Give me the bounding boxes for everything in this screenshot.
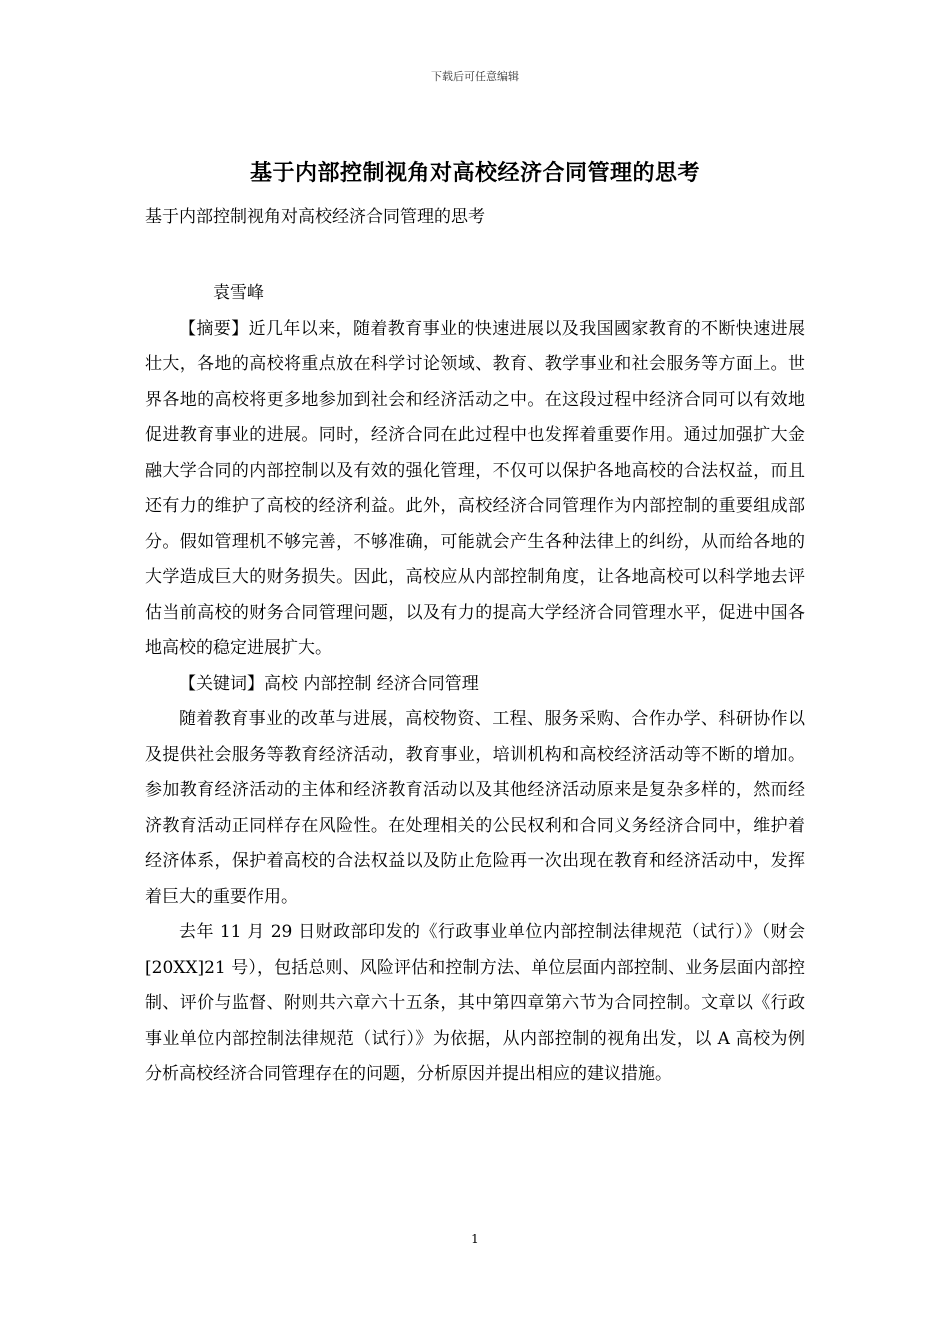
page-number: 1 — [471, 1232, 479, 1246]
page-header-note: 下载后可任意编辑 — [431, 70, 519, 83]
body-paragraph: 随着教育事业的改革与进展，高校物资、工程、服务采购、合作办学、科研协作以及提供社会服务等教育经济活动，教育事业，培训机构和高校经济活动等不断的增加。参加教育经济活动的主体和经济教育活动以及其他经济活动原来是复杂多样的，然而经济教育活动正同样存在风险性。在处理相关的公民权利和合同义务经济合同中，维护着经济体系，保护着高校的合法权益以及防止危险再一次出现在教育和经济活动中，发挥着巨大的重要作用。 — [145, 709, 805, 907]
keywords-paragraph: 【关键词】高校 内部控制 经济合同管理 — [179, 673, 479, 694]
author-name: 袁雪峰 — [213, 283, 264, 303]
document-subtitle: 基于内部控制视角对高校经济合同管理的思考 — [145, 207, 485, 227]
body-paragraph: 去年 11 月 29 日财政部印发的《行政事业单位内部控制法律规范（试行）》（财会[20XX]21 号），包括总则、风险评估和控制方法、单位层面内部控制、业务层面内部控制、评价与监督、附则共六章六十五条，其中第四章第六节为合同控制。文章以《行政事业单位内部控制法律规范（试行）》为依据，从内部控制的视角出发，以 A 高校为例分析高校经济合同管理存在的问题，分析原因并提出相应的建议措施。 — [145, 922, 805, 1084]
document-title: 基于内部控制视角对高校经济合同管理的思考 — [249, 160, 700, 186]
document-body — [145, 276, 805, 1093]
abstract-paragraph: 【摘要】近几年以来，随着教育事业的快速进展以及我国國家教育的不断快速进展壮大，各地的高校将重点放在科学讨论领域、教育、教学事业和社会服务等方面上。世界各地的高校将更多地参加到社会和经济活动之中。在这段过程中经济合同可以有效地促进教育事业的进展。同时，经济合同在此过程中也发挥着重要作用。通过加强扩大金融大学合同的内部控制以及有效的强化管理，不仅可以保护各地高校的合法权益，而且还有力的维护了高校的经济利益。此外，高校经济合同管理作为内部控制的重要组成部分。假如管理机不够完善，不够准确，可能就会产生各种法律上的纠纷，从而给各地的大学造成巨大的财务损失。因此，高校应从内部控制角度，让各地高校可以科学地去评估当前高校的财务合同管理问题，以及有力的提高大学经济合同管理水平，促进中国各地高校的稳定进展扩大。 — [145, 318, 805, 658]
